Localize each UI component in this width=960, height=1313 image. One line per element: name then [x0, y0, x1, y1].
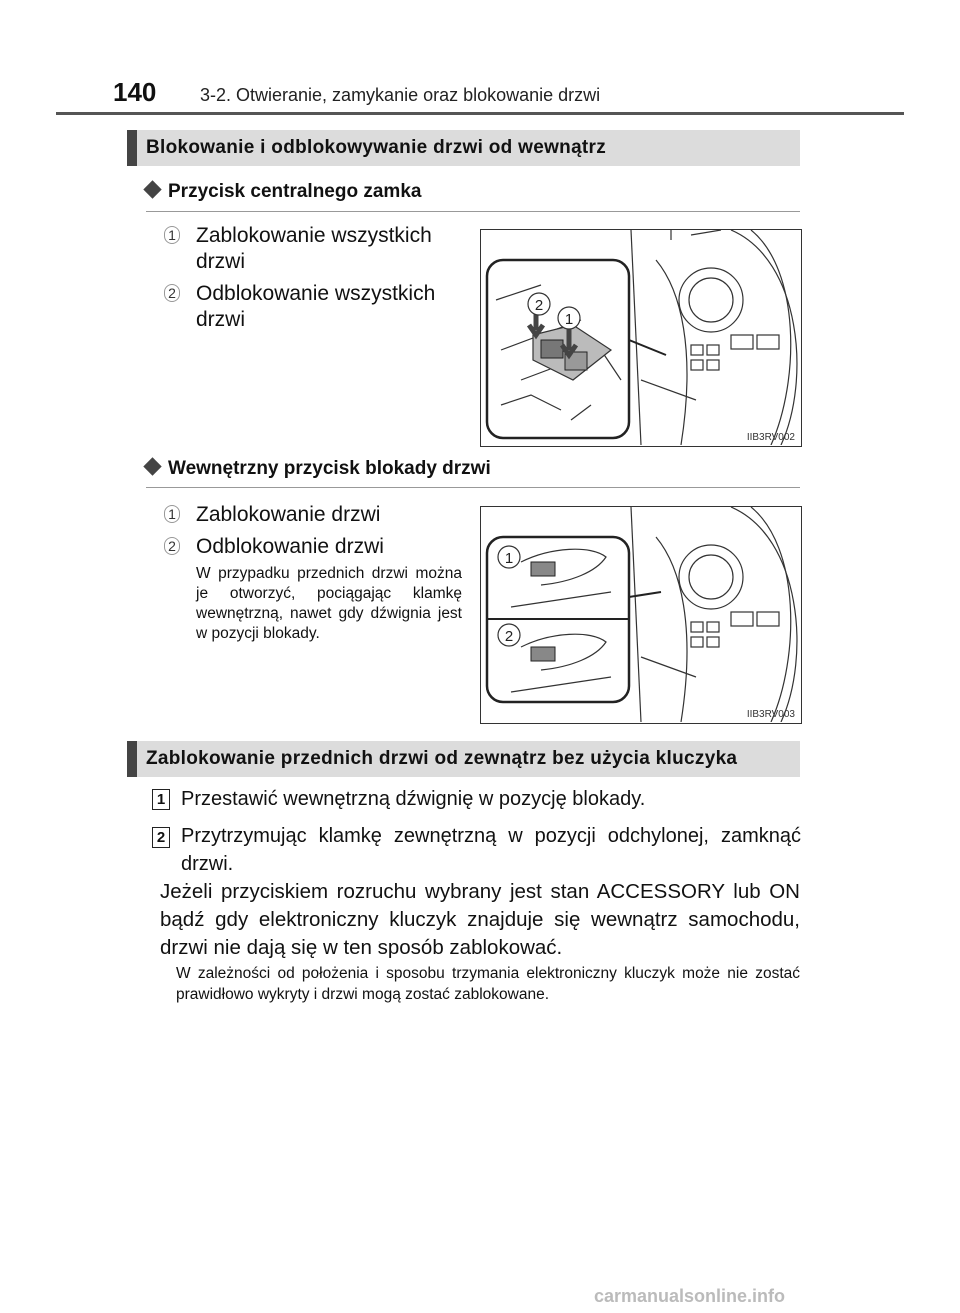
- page-number: 140: [113, 77, 157, 107]
- note-text: W przypadku przednich drzwi można je otworzyć, pociągając klamkę wewnętrzną, nawet gdy dźwignia jest w pozycji blokady.: [196, 565, 462, 642]
- item-number: 2: [164, 537, 180, 555]
- callout-number: 2: [504, 628, 514, 645]
- step-number: 2: [152, 827, 170, 848]
- subheading-text: Przycisk centralnego zamka: [168, 181, 422, 202]
- figure-central-lock-switch: [480, 229, 802, 447]
- note-paragraph: W zależności od położenia i sposobu trzymania elektroniczny kluczyk może nie zostać prawidłowo wykryty i drzwi mogą zostać zablokowane.: [176, 965, 800, 1003]
- figure-inside-lock-lever: [480, 506, 802, 724]
- dashboard-illustration: [481, 230, 800, 445]
- subheading-rule: [146, 211, 800, 212]
- diamond-bullet-icon: [143, 457, 161, 475]
- section-title: Zablokowanie przednich drzwi od zewnątrz bez użycia kluczyka: [146, 748, 738, 769]
- subheading-text: Wewnętrzny przycisk blokady drzwi: [168, 458, 491, 479]
- subheading-inside-lock-button: [146, 458, 491, 480]
- item-number: 1: [164, 505, 180, 523]
- subheading-central-lock-switch: [146, 181, 421, 203]
- diamond-bullet-icon: [143, 180, 161, 198]
- item-number: 1: [164, 226, 180, 244]
- step-text: Przestawić wewnętrzną dźwignię w pozycję blokady.: [181, 788, 646, 810]
- section-heading-outside-locking: [127, 741, 800, 777]
- item-line: drzwi: [196, 308, 246, 331]
- figure-code: IIB3RV003: [746, 709, 795, 720]
- callout-number: 1: [564, 311, 574, 328]
- watermark: carmanualsonline.info: [594, 1286, 786, 1306]
- list-item: Zablokowanie drzwi: [196, 503, 381, 526]
- subheading-rule: [146, 487, 800, 488]
- item-number: 2: [164, 284, 180, 302]
- section-heading-inside-locking: [127, 130, 800, 166]
- step-line: Przytrzymując klamkę zewnętrzną w pozycji odchylonej, zamknąć: [181, 825, 801, 847]
- list-item: [196, 281, 435, 333]
- item-line: Zablokowanie wszystkich: [196, 224, 432, 247]
- step-number: 1: [152, 789, 170, 810]
- callout-number: 2: [534, 297, 544, 314]
- step-line: drzwi.: [181, 853, 234, 875]
- step-text: [181, 822, 801, 878]
- list-item: [196, 223, 432, 275]
- dashboard-illustration: [481, 507, 800, 722]
- header-rule: [56, 112, 904, 115]
- running-title: 3-2. Otwieranie, zamykanie oraz blokowanie drzwi: [200, 85, 601, 105]
- callout-number: 1: [504, 550, 514, 567]
- section-title: Blokowanie i odblokowywanie drzwi od wewnątrz: [146, 137, 607, 158]
- body-paragraph: Jeżeli przyciskiem rozruchu wybrany jest stan ACCESSORY lub ON bądź gdy elektroniczny kluczyk znajduje się wewnątrz samochodu, drzwi nie dają się w ten sposób zablokować.: [160, 880, 800, 959]
- list-item: Odblokowanie drzwi: [196, 535, 384, 558]
- figure-code: IIB3RV002: [746, 432, 795, 443]
- item-line: drzwi: [196, 250, 246, 273]
- item-line: Odblokowanie wszystkich: [196, 282, 436, 305]
